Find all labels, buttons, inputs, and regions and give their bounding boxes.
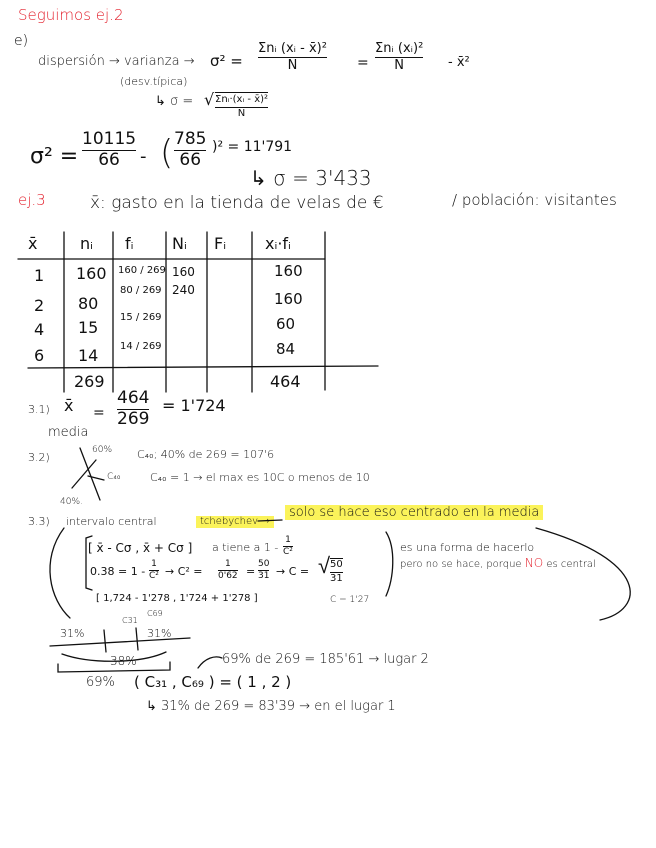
calc-open-paren: (	[160, 133, 174, 173]
table-row-0-Ni: 160	[172, 265, 195, 279]
s32-label: 3.2)	[28, 451, 50, 464]
s33-l2-frac-c-num: 50	[258, 559, 270, 569]
table-row-3-x: 6	[34, 346, 45, 365]
calc-paren-numerator: 785	[174, 129, 207, 149]
table-row-1-ni: 80	[78, 294, 99, 313]
s31-media-label: media	[48, 425, 89, 440]
s33-bracket	[86, 536, 92, 590]
s32-pct40: 40%.	[60, 497, 83, 507]
s31-numerator: 464	[117, 388, 150, 408]
variance-denominator-2: N	[394, 57, 404, 73]
variance-symbol: σ² =	[210, 52, 243, 70]
xbar-definition: x̄: gasto en la tienda de velas de €	[90, 193, 384, 213]
ej3-label: ej.3	[18, 191, 46, 209]
calc-numerator: 10115	[82, 129, 137, 149]
s33-c-value: C = 1'27	[330, 595, 370, 605]
s33-label: 3.3)	[28, 515, 50, 528]
s33-right-brace	[386, 532, 393, 596]
bottom-tick-1	[104, 630, 106, 652]
bottom-p31-right: 31%	[147, 627, 172, 640]
s32-pct60: 60%	[92, 445, 113, 455]
s33-l2-arrow: → C =	[276, 565, 310, 578]
table-row-0-xifi: 160	[274, 262, 303, 280]
table-row-2-ni: 15	[78, 318, 99, 337]
sigma-arrow: ↳ σ =	[155, 94, 194, 109]
variance-denominator-1: N	[287, 57, 298, 73]
bottom-bracket-69	[58, 662, 170, 672]
section-e-label: e)	[14, 33, 29, 49]
s33-sqrt-symbol: √	[318, 554, 331, 579]
bottom-arrow-69	[198, 657, 222, 668]
s32-stroke-1	[80, 448, 100, 500]
bottom-brace-38	[62, 652, 166, 661]
equals-sign: =	[357, 55, 369, 71]
s33-tiende: a tiene a 1 -	[212, 541, 279, 554]
s32-stroke-2	[72, 460, 96, 488]
sqrt-symbol: √	[204, 90, 215, 109]
calc-lhs: σ² =	[30, 144, 79, 169]
table-row-1-Ni: 240	[172, 283, 195, 297]
s33-l2-frac-b-den: 0'62	[218, 571, 238, 582]
bottom-c31-label: C31	[122, 616, 138, 625]
s33-sqrt-num: 50	[330, 559, 343, 570]
s31-eq: =	[93, 405, 105, 421]
calc-paren-close: )² = 11'791	[212, 139, 293, 155]
s32-line1: C₄₀; 40% de 269 = 107'6	[137, 448, 275, 461]
table-header-Fi: Fᵢ	[214, 234, 227, 253]
s32-stroke-3	[88, 476, 104, 480]
s31-xbar: x̄	[64, 396, 74, 415]
s33-l2-start: 0.38 = 1 -	[90, 565, 146, 578]
calc-denominator: 66	[98, 149, 120, 170]
s31-denominator: 269	[117, 408, 150, 429]
table-row-0-x: 1	[34, 266, 45, 285]
table-header-fi: fᵢ	[125, 234, 134, 253]
table-row-3-fi: 14 / 269	[120, 341, 162, 352]
table-row-2-fi: 15 / 269	[120, 312, 162, 323]
table-row-1-x: 2	[34, 296, 45, 315]
s33-l2-frac-c-den: 31	[258, 571, 270, 582]
page-heading: Seguimos ej.2	[18, 6, 124, 24]
bottom-centiles: ( C₃₁ , C₆₉ ) = ( 1 , 2 )	[134, 673, 292, 691]
table-row-3-xifi: 84	[276, 340, 296, 358]
s33-interval-expression: [ x̄ - Cσ , x̄ + Cσ ]	[88, 541, 193, 555]
table-row-1-xifi: 160	[274, 290, 303, 308]
s33-note-b-post: es central	[546, 559, 596, 570]
bottom-c69-label: C69	[147, 609, 163, 618]
s33-sqrt-den: 31	[330, 572, 343, 584]
s33-l2-frac-a-den: C²	[149, 571, 159, 582]
s33-right-curve	[536, 528, 630, 620]
s33-l2-frac-b-num: 1	[224, 559, 231, 569]
table-row-1-fi: 80 / 269	[120, 285, 162, 296]
table-row-2-xifi: 60	[276, 315, 296, 333]
bottom-tick-2	[136, 628, 138, 650]
bottom-line-69: 69% de 269 = 185'61 → lugar 2	[222, 652, 429, 667]
s32-c40-small: C₄₀	[107, 472, 121, 482]
s33-note-no: NO	[524, 556, 544, 570]
sigma-sqrt-denominator: N	[237, 107, 246, 119]
s33-highlight-note: solo se hace eso centrado en la media	[285, 505, 543, 520]
bottom-axis	[50, 638, 190, 646]
variance-numerator-1: Σnᵢ (xᵢ - x̄)²	[258, 41, 327, 56]
bottom-p69: 69%	[86, 675, 115, 690]
sigma-sqrt-numerator: Σnᵢ·(xᵢ - x̄)²	[215, 94, 269, 105]
s31-label: 3.1)	[28, 403, 50, 416]
table-header-ni: nᵢ	[80, 234, 93, 253]
s32-line2: C₄₀ = 1 → el max es 10C o menos de 10	[150, 471, 370, 484]
s33-note-a: es una forma de hacerlo	[400, 541, 535, 554]
table-header-x: x̄	[28, 234, 38, 253]
s33-interval-values: [ 1,724 - 1'278 , 1'724 + 1'278 ]	[96, 593, 258, 604]
table-row-0-fi: 160 / 269	[118, 265, 166, 276]
bottom-p38: 38%	[110, 654, 137, 668]
calc-paren-denominator: 66	[179, 149, 202, 170]
sigma-result: ↳ σ = 3'433	[250, 166, 372, 190]
table-row-3-ni: 14	[78, 346, 99, 365]
s33-note-b-pre: pero no se hace, porque	[400, 559, 522, 570]
s33-left-loop	[50, 528, 70, 618]
bottom-p31-left: 31%	[60, 627, 85, 640]
s33-arrow	[258, 520, 282, 521]
table-row-0-ni: 160	[76, 264, 107, 283]
table-total-xifi: 464	[270, 372, 301, 391]
s33-l2-eq: =	[246, 565, 256, 578]
table-header-xifi: xᵢ·fᵢ	[265, 234, 291, 253]
variance-numerator-2: Σnᵢ (xᵢ)²	[375, 41, 424, 56]
poblacion-label: / población: visitantes	[452, 191, 617, 209]
table-total-n: 269	[74, 372, 105, 391]
s33-c2: C²	[283, 547, 293, 558]
bottom-line-31: ↳ 31% de 269 = 83'39 → en el lugar 1	[146, 699, 396, 714]
s33-one: 1	[285, 535, 291, 545]
s33-l2-frac-a-num: 1	[151, 559, 157, 569]
table-header-Ni: Nᵢ	[172, 234, 187, 253]
s33-intervalo: intervalo central	[66, 515, 157, 528]
table-row-2-x: 4	[34, 320, 45, 339]
s33-l2-mid: → C² =	[165, 565, 203, 578]
dispersion-label: dispersión → varianza →	[38, 54, 195, 69]
calc-minus: -	[140, 146, 147, 167]
s33-tchebyshev: tchebychev →	[196, 516, 274, 528]
desv-tipica-label: (desv.típica)	[120, 75, 188, 88]
minus-mean-squared: - x̄²	[448, 55, 470, 70]
s31-result: = 1'724	[162, 396, 226, 415]
